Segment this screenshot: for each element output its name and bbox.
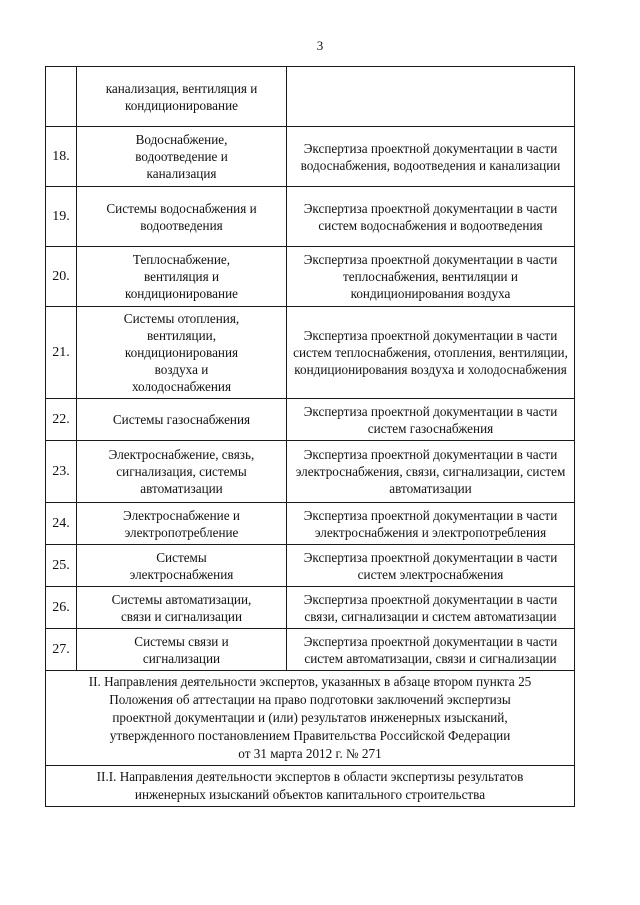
description-line: систем автоматизации, связи и сигнализации — [304, 650, 557, 666]
description-cell — [287, 441, 575, 503]
description-line: теплоснабжения, вентиляции и — [343, 269, 518, 284]
section-ii-line: от 31 марта 2012 г. № 271 — [238, 746, 382, 761]
field-line: вентиляция и — [143, 269, 220, 284]
row-number: 20. — [46, 247, 77, 307]
description-line: водоснабжения, водоотведения и канализации — [300, 157, 561, 173]
field-line: Водоснабжение, — [135, 132, 228, 147]
table-row — [46, 307, 575, 399]
expert-directions-table — [45, 66, 575, 807]
section-ii1-line: инженерных изысканий объектов капитального строительства — [134, 787, 486, 802]
field-cell — [77, 67, 287, 127]
row-number: 25. — [46, 545, 77, 587]
description-line: Экспертиза проектной документации в части — [303, 633, 558, 649]
description-line: электроснабжения, связи, сигнализации, систем — [295, 464, 566, 479]
field-line: связи и сигнализации — [120, 608, 243, 624]
description-line: систем электроснабжения — [357, 566, 504, 582]
field-cell — [77, 127, 287, 187]
field-line: воздуха и — [154, 362, 209, 377]
section-ii-line: утвержденного постановлением Правительства Российской Федерации — [109, 728, 511, 743]
field-line: канализация, вентиляция и — [105, 80, 258, 96]
field-line: Электроснабжение и — [123, 507, 240, 523]
field-line: электроснабжения — [129, 566, 234, 582]
section-ii-line: II. Направления деятельности экспертов, указанных в абзаце втором пункта 25 — [88, 674, 532, 689]
row-number: 27. — [46, 629, 77, 671]
description-cell — [287, 127, 575, 187]
description-line: кондиционирования воздуха — [350, 286, 511, 301]
description-line: систем теплоснабжения, отопления, вентиляции, — [293, 345, 568, 360]
table-row — [46, 503, 575, 545]
field-line: Системы связи и — [134, 633, 229, 649]
field-line: водоотведение и — [135, 149, 228, 164]
field-line: вентиляции, — [147, 328, 216, 343]
description-line: Экспертиза проектной документации в части — [303, 447, 558, 462]
field-line: кондиционирования — [124, 345, 239, 360]
description-line: Экспертиза проектной документации в части — [303, 328, 558, 343]
row-number: 24. — [46, 503, 77, 545]
description-line: Экспертиза проектной документации в части — [303, 140, 558, 156]
field-line: кондиционирование — [124, 286, 239, 301]
description-line: систем водоснабжения и водоотведения — [318, 217, 543, 233]
description-cell — [287, 545, 575, 587]
section-ii-row — [46, 671, 575, 766]
description-line: кондиционирования воздуха и холодоснабжения — [294, 362, 567, 377]
row-number: 23. — [46, 441, 77, 503]
field-line: сигнализация, системы — [116, 464, 247, 479]
description-line: Экспертиза проектной документации в части — [303, 200, 558, 216]
section-ii1-row — [46, 766, 575, 807]
table-row — [46, 127, 575, 187]
field-line: кондиционирование — [124, 97, 239, 113]
description-line: автоматизации — [389, 481, 472, 496]
table-body — [46, 67, 575, 671]
description-cell — [287, 67, 575, 127]
field-cell — [77, 247, 287, 307]
description-cell — [287, 503, 575, 545]
description-line: Экспертиза проектной документации в части — [303, 403, 558, 419]
description-cell — [287, 247, 575, 307]
row-number: 26. — [46, 587, 77, 629]
field-cell — [77, 545, 287, 587]
field-line: Системы водоснабжения и — [106, 200, 257, 216]
field-line: канализация — [146, 166, 217, 181]
field-line: водоотведения — [140, 217, 223, 233]
description-cell — [287, 187, 575, 247]
field-cell — [77, 187, 287, 247]
field-cell — [77, 503, 287, 545]
field-line: Системы отопления, — [123, 311, 240, 326]
description-line: электроснабжения и электропотребления — [314, 524, 547, 540]
field-line: холодоснабжения — [131, 379, 232, 394]
field-cell — [77, 629, 287, 671]
row-number: 21. — [46, 307, 77, 399]
field-line: электропотребление — [124, 524, 239, 540]
field-cell — [77, 587, 287, 629]
description-line: Экспертиза проектной документации в части — [303, 252, 558, 267]
table-row — [46, 247, 575, 307]
description-line: Экспертиза проектной документации в части — [303, 549, 558, 565]
section-ii-line: проектной документации и (или) результатов инженерных изысканий, — [112, 710, 508, 725]
table-row — [46, 629, 575, 671]
table-row — [46, 587, 575, 629]
field-line: сигнализации — [142, 650, 221, 666]
field-cell — [77, 399, 287, 441]
table-row — [46, 67, 575, 127]
table-row — [46, 545, 575, 587]
description-line: связи, сигнализации и систем автоматизации — [304, 608, 557, 624]
field-line: Электроснабжение, связь, — [108, 447, 255, 462]
table-row — [46, 399, 575, 441]
section-ii1-heading — [46, 766, 575, 807]
row-number — [46, 67, 77, 127]
field-line: Системы — [156, 549, 207, 565]
section-ii-heading — [46, 671, 575, 766]
description-cell — [287, 629, 575, 671]
page-number: 3 — [316, 38, 324, 53]
field-cell — [77, 307, 287, 399]
field-line: Теплоснабжение, — [132, 252, 231, 267]
description-cell — [287, 399, 575, 441]
section-ii-line: Положения об аттестации на право подготовки заключений экспертизы — [109, 692, 511, 707]
row-number: 18. — [46, 127, 77, 187]
description-line: систем газоснабжения — [367, 420, 494, 436]
field-line: Системы автоматизации, — [111, 591, 252, 607]
description-line: Экспертиза проектной документации в части — [303, 591, 558, 607]
field-cell — [77, 441, 287, 503]
description-cell — [287, 587, 575, 629]
description-line: Экспертиза проектной документации в части — [303, 507, 558, 523]
table-row — [46, 441, 575, 503]
row-number: 22. — [46, 399, 77, 441]
table-row — [46, 187, 575, 247]
field-line: автоматизации — [140, 481, 223, 496]
field-line: Системы газоснабжения — [112, 412, 251, 427]
description-cell — [287, 307, 575, 399]
row-number: 19. — [46, 187, 77, 247]
section-ii1-line: II.I. Направления деятельности экспертов в области экспертизы результатов — [96, 769, 524, 784]
